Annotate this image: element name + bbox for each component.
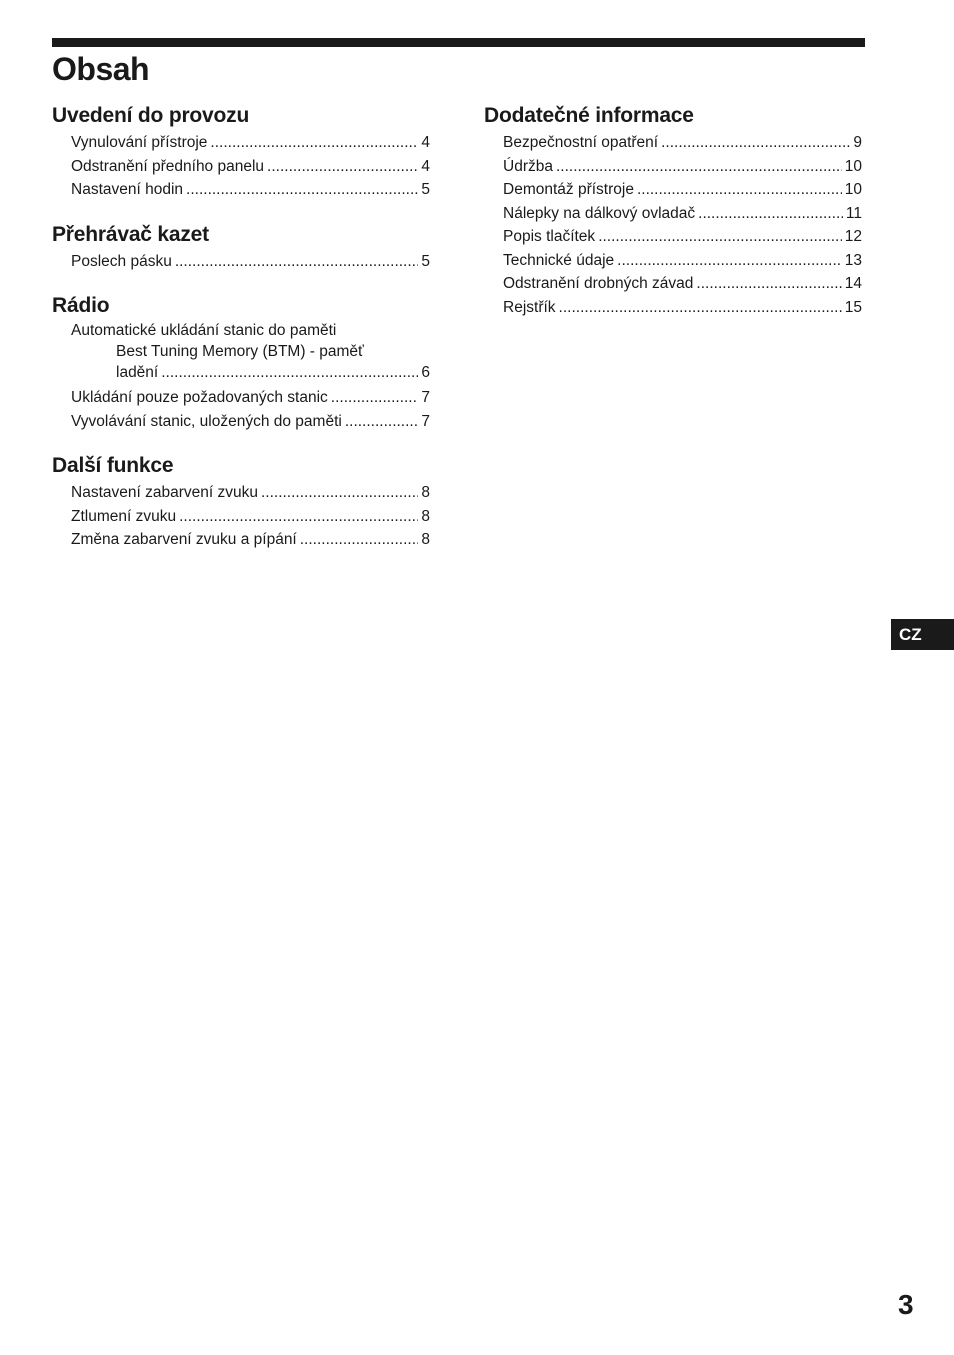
toc-entry-label: Vynulování přístroje (71, 134, 208, 151)
toc-section-cassette-player (52, 222, 430, 274)
leader-dots (345, 410, 419, 434)
leader-dots (175, 250, 419, 274)
toc-entry-page: 10 (844, 181, 862, 198)
section-heading: Přehrávač kazet (52, 222, 209, 246)
toc-entry[interactable] (71, 178, 430, 202)
toc-entry[interactable] (71, 481, 430, 505)
toc-entry-label: Bezpečnostní opatření (503, 134, 659, 151)
toc-entry[interactable] (503, 272, 862, 296)
toc-entry[interactable] (71, 528, 430, 552)
leader-dots (556, 155, 842, 179)
leader-dots (698, 202, 843, 226)
toc-entry-label: Údržba (503, 157, 553, 175)
leader-dots (267, 155, 418, 179)
toc-entry-label: Demontáž přístroje (503, 181, 634, 198)
toc-entry[interactable] (503, 155, 862, 179)
leader-dots (617, 249, 842, 273)
toc-entry-page: 5 (421, 181, 430, 198)
leader-dots (300, 528, 419, 552)
page-title: Obsah (52, 51, 150, 87)
toc-entry-label: Ztlumení zvuku (71, 507, 177, 525)
toc-entry-page: 11 (845, 204, 862, 222)
section-heading: Další funkce (52, 454, 174, 477)
toc-entry-label: Popis tlačítek (503, 228, 596, 245)
leader-dots (637, 178, 842, 202)
leader-dots (210, 131, 418, 155)
toc-entry-page: 9 (853, 134, 862, 151)
toc-left-column (52, 103, 430, 572)
toc-entry-label: Rejstřík (503, 298, 556, 316)
toc-entry-page: 6 (421, 364, 430, 381)
section-heading: Rádio (52, 294, 110, 317)
toc-entry[interactable] (71, 131, 430, 155)
toc-entry-label: Vyvolávání stanic, uložených do paměti (71, 412, 342, 430)
toc-entry[interactable] (503, 131, 862, 155)
toc-entry-page: 4 (421, 157, 430, 175)
toc-entry-label: Odstranění předního panelu (71, 157, 265, 175)
language-tab: CZ (891, 619, 954, 650)
toc-entry-line: Best Tuning Memory (BTM) - paměť (116, 343, 364, 360)
toc-entry-page: 10 (844, 157, 862, 175)
toc-entry-page: 5 (421, 252, 430, 270)
toc-entry[interactable] (71, 505, 430, 529)
toc-entry-label: Odstranění drobných závad (503, 275, 694, 292)
leader-dots (559, 296, 842, 320)
toc-right-column (484, 103, 862, 339)
leader-dots (696, 272, 841, 296)
toc-section-other-functions (52, 453, 430, 552)
toc-entry-page: 12 (844, 228, 862, 245)
leader-dots (331, 386, 419, 410)
toc-entry-page: 7 (421, 412, 430, 430)
toc-entry-page: 13 (844, 251, 862, 269)
toc-entry[interactable] (503, 249, 862, 273)
toc-entry-label: Změna zabarvení zvuku a pípání (71, 531, 297, 548)
toc-entry-page: 14 (844, 275, 862, 292)
toc-entry-page: 8 (421, 507, 430, 525)
toc-entry-page: 7 (421, 389, 430, 406)
toc-entry-label: ladění (116, 364, 159, 381)
section-heading: Dodatečné informace (484, 104, 694, 127)
leader-dots (161, 362, 418, 383)
section-heading: Uvedení do provozu (52, 104, 250, 127)
leader-dots (186, 178, 418, 202)
toc-section-getting-started (52, 103, 430, 202)
toc-entry-label: Nastavení hodin (71, 181, 184, 198)
toc-entry-page: 8 (421, 531, 430, 548)
toc-entry[interactable] (503, 178, 862, 202)
toc-entry-label: Technické údaje (503, 251, 615, 269)
toc-section-radio (52, 293, 430, 433)
page-number: 3 (898, 1289, 914, 1320)
toc-entry-label: Nastavení zabarvení zvuku (71, 484, 258, 501)
toc-entry-page: 4 (421, 134, 430, 151)
toc-entry[interactable] (71, 386, 430, 410)
toc-entry[interactable] (71, 155, 430, 179)
toc-entry-last-line (116, 362, 430, 383)
leader-dots (261, 481, 418, 505)
leader-dots (598, 225, 842, 249)
top-rule (52, 38, 865, 47)
leader-dots (661, 131, 850, 155)
toc-entry-label: Ukládání pouze požadovaných stanic (71, 389, 328, 406)
toc-entry[interactable] (71, 410, 430, 434)
toc-entry[interactable] (71, 250, 430, 274)
toc-entry-line: Automatické ukládání stanic do paměti (71, 322, 337, 339)
toc-section-additional-info (484, 103, 862, 319)
leader-dots (179, 505, 418, 529)
toc-entry-page: 15 (844, 298, 862, 316)
toc-entry[interactable] (503, 296, 862, 320)
toc-entry[interactable] (503, 202, 862, 226)
toc-entry[interactable] (503, 225, 862, 249)
toc-entry-label: Nálepky na dálkový ovladač (503, 204, 696, 222)
toc-entry-multiline[interactable] (71, 321, 430, 383)
toc-entry-page: 8 (421, 484, 430, 501)
toc-entry-label: Poslech pásku (71, 252, 172, 270)
